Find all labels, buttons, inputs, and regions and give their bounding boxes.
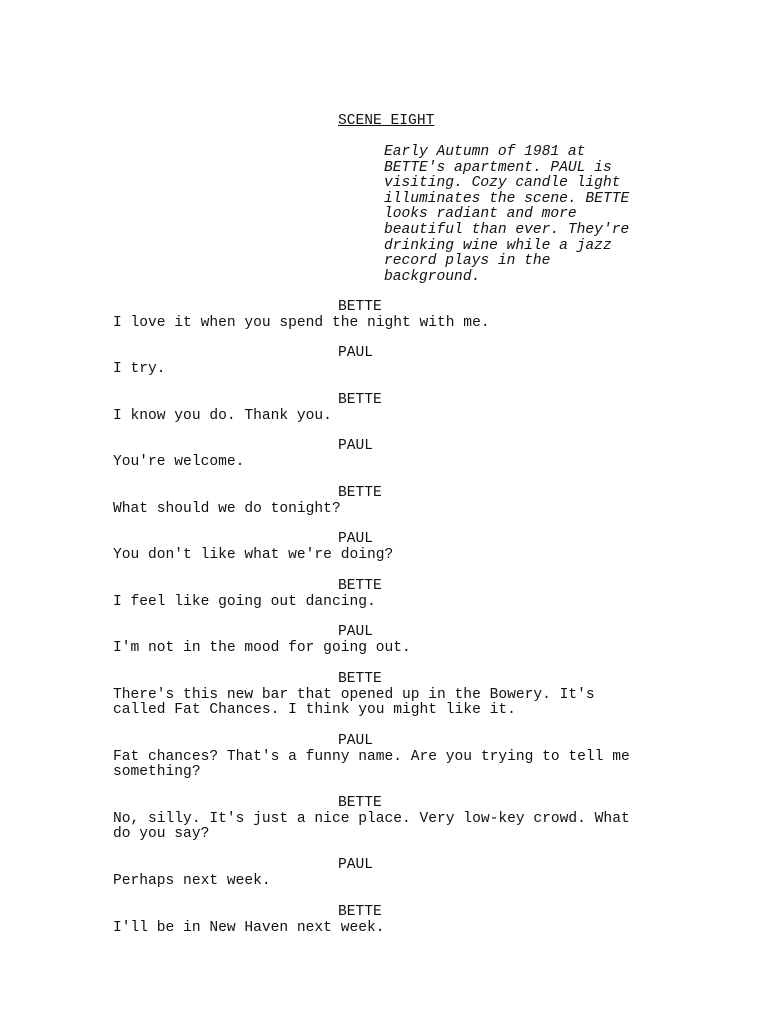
dialogue-block: [113, 796, 673, 843]
character-name: PAUL: [338, 624, 374, 640]
dialogue-block: [113, 625, 673, 656]
dialogue-line: What should we do tonight?: [113, 500, 341, 517]
dialogue-line: I'm not in the mood for going out.: [113, 639, 411, 656]
direction-line: drinking wine while a jazz: [384, 237, 612, 254]
character-name: BETTE: [338, 795, 382, 811]
dialogue-text: [113, 502, 673, 518]
dialogue-text: [113, 548, 673, 564]
dialogue-text: [113, 316, 673, 332]
dialogue-text: [113, 921, 673, 937]
dialogue-block: [113, 393, 673, 424]
stage-direction: [384, 145, 684, 285]
dialogue-block: [113, 486, 673, 517]
dialogue-block: [113, 439, 673, 470]
dialogue-block: [113, 532, 673, 563]
character-name: PAUL: [338, 438, 374, 454]
direction-line: looks radiant and more: [384, 206, 577, 223]
dialogue-text: [113, 812, 673, 843]
character-name: PAUL: [338, 531, 374, 547]
direction-line: beautiful than ever. They're: [384, 221, 630, 238]
dialogue-block: [113, 579, 673, 610]
dialogue-line: I love it when you spend the night with me.: [113, 314, 490, 331]
direction-line: background.: [384, 268, 481, 285]
dialogue-text: [113, 595, 673, 611]
dialogue-block: [113, 346, 673, 377]
dialogue-line: I'll be in New Haven next week.: [113, 919, 385, 936]
dialogue-text: [113, 750, 673, 781]
dialogue-text: [113, 409, 673, 425]
character-name: BETTE: [338, 392, 382, 408]
dialogue-line: Perhaps next week.: [113, 872, 271, 889]
character-name: BETTE: [338, 578, 382, 594]
scene-heading: SCENE EIGHT: [338, 113, 435, 129]
character-name: BETTE: [338, 485, 382, 501]
dialogue-line: I feel like going out dancing.: [113, 593, 376, 610]
dialogue-line: No, silly. It's just a nice place. Very low-key crowd. What: [113, 810, 630, 827]
dialogue-line: There's this new bar that opened up in the Bowery. It's: [113, 686, 595, 703]
dialogue-text: [113, 688, 673, 719]
dialogue-line: do you say?: [113, 826, 210, 843]
dialogue-line: I know you do. Thank you.: [113, 407, 332, 424]
dialogue-block: [113, 858, 673, 889]
character-name: BETTE: [338, 904, 382, 920]
dialogue-line: You're welcome.: [113, 453, 245, 470]
dialogue-block: [113, 734, 673, 781]
character-name: PAUL: [338, 733, 374, 749]
dialogue-block: [113, 672, 673, 719]
character-name: PAUL: [338, 345, 374, 361]
character-name: BETTE: [338, 299, 382, 315]
dialogue-line: something?: [113, 764, 201, 781]
character-name: BETTE: [338, 671, 382, 687]
direction-line: BETTE's apartment. PAUL is: [384, 159, 612, 176]
dialogue-line: I try.: [113, 360, 166, 377]
dialogue-block: [113, 905, 673, 936]
dialogue-block: [113, 300, 673, 331]
dialogue-line: called Fat Chances. I think you might like it.: [113, 702, 516, 719]
dialogue-text: [113, 641, 673, 657]
dialogue-line: Fat chances? That's a funny name. Are you trying to tell me: [113, 748, 630, 765]
dialogue-line: You don't like what we're doing?: [113, 546, 394, 563]
direction-line: Early Autumn of 1981 at: [384, 144, 586, 160]
dialogue-text: [113, 362, 673, 378]
character-name: PAUL: [338, 857, 374, 873]
direction-line: visiting. Cozy candle light: [384, 175, 621, 192]
direction-line: record plays in the: [384, 253, 551, 270]
direction-line: illuminates the scene. BETTE: [384, 190, 630, 207]
dialogue-text: [113, 874, 673, 890]
dialogue-text: [113, 455, 673, 471]
